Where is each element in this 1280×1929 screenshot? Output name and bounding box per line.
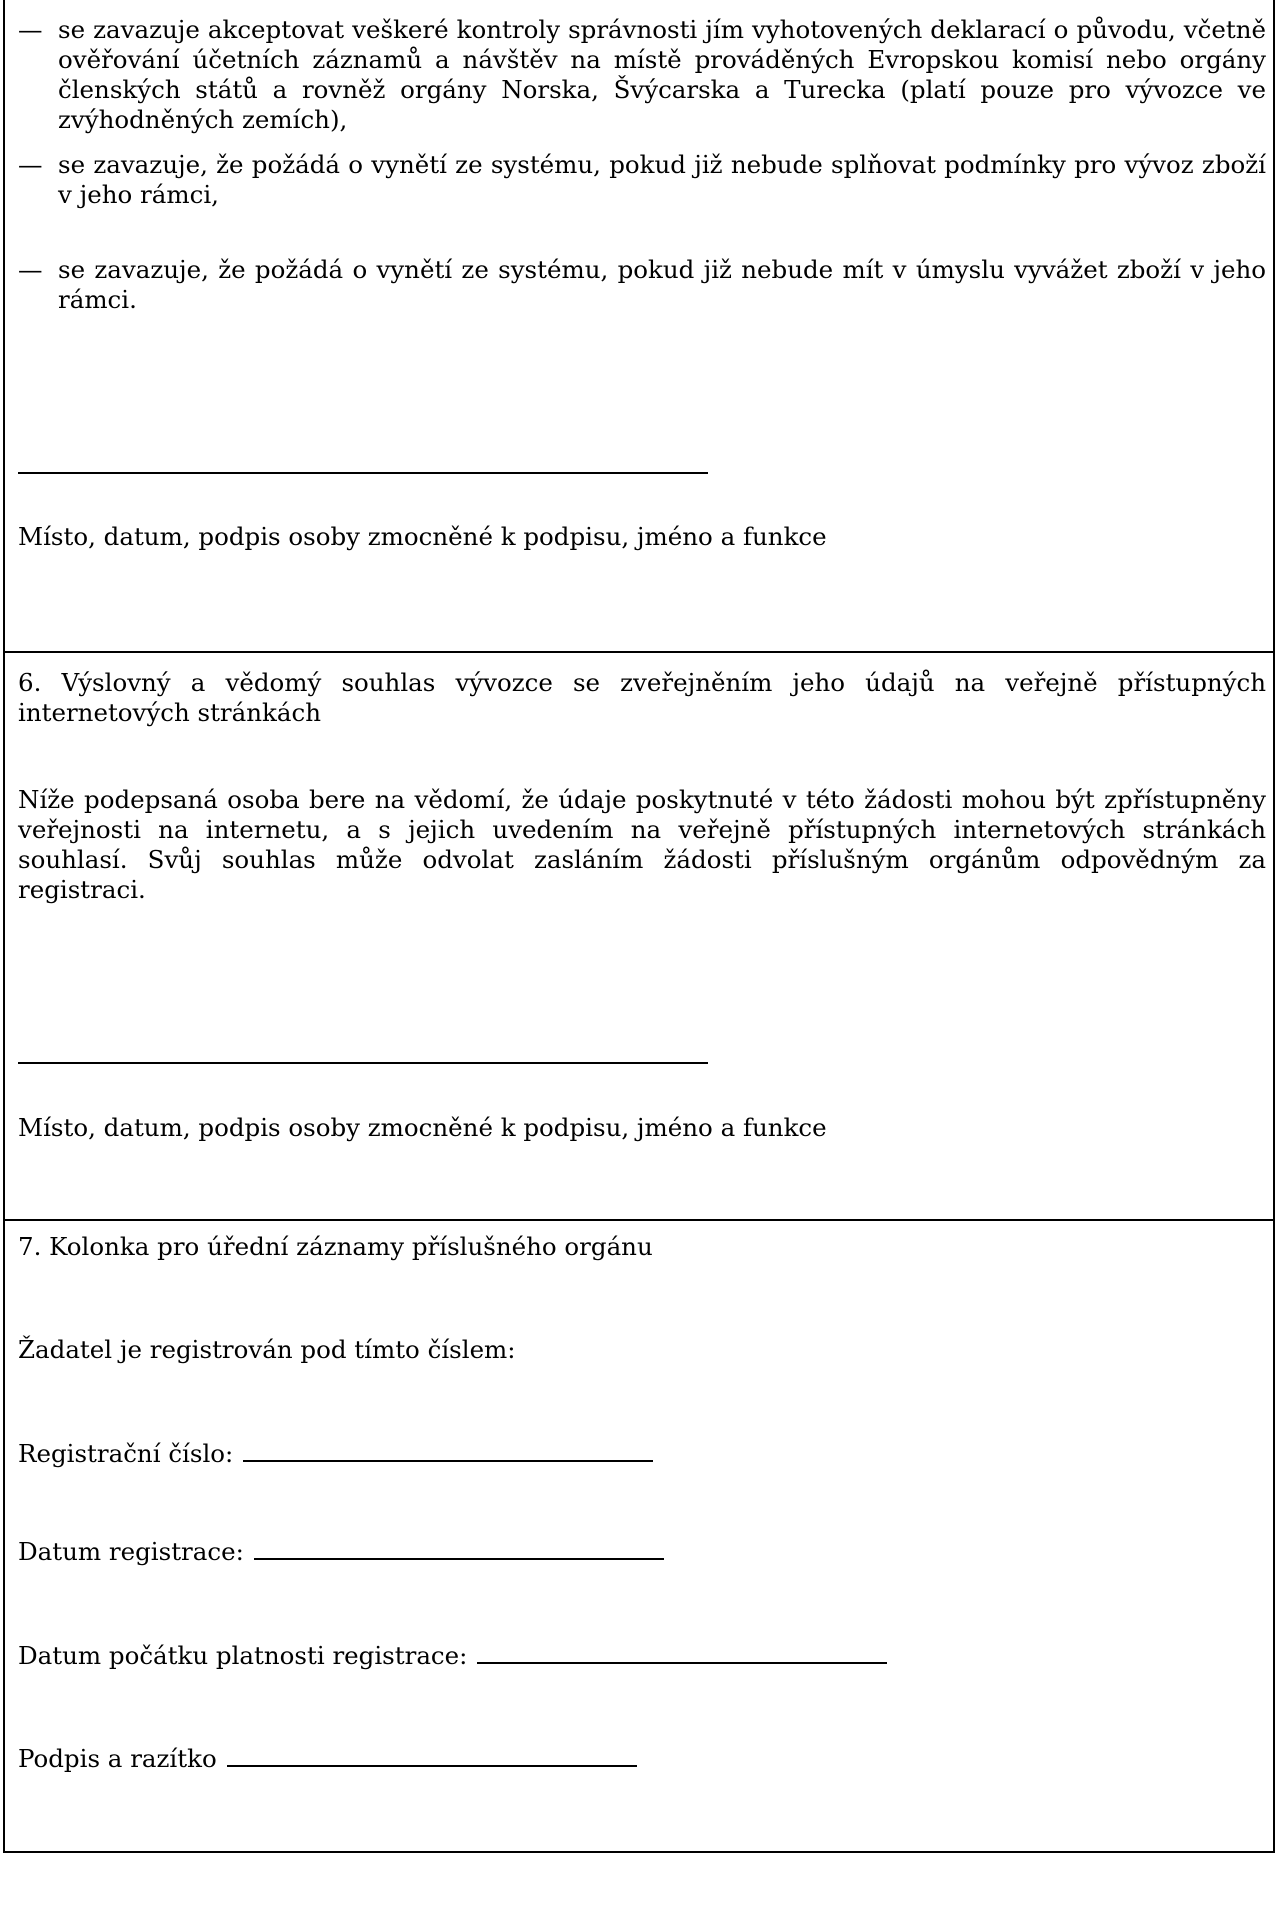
section-heading: 6. Výslovný a vědomý souhlas vývozce se zveřejněním jeho údajů na veřejně přístupných internetových stránkách	[18, 668, 1266, 727]
dash-marker: —	[18, 150, 43, 179]
commitments-section	[5, 0, 1273, 653]
form-frame	[3, 0, 1275, 1853]
registration-number-row	[18, 1439, 1266, 1469]
dash-marker: —	[18, 15, 43, 44]
signature-line[interactable]	[18, 472, 708, 474]
registration-intro: Žadatel je registrován pod tímto číslem:	[18, 1335, 516, 1364]
official-records-section	[5, 1221, 1273, 1851]
registration-date-field[interactable]	[254, 1557, 664, 1560]
commitment-text: se zavazuje akceptovat veškeré kontroly správnosti jím vyhotovených deklarací o původu, včetně ověřování účetních záznamů a návštěv na místě prováděných Evropskou komisí nebo orgány členských států a rovněž orgány Norska, Švýcarska a Turecka (platí pouze pro vývozce ve zvýhodněných zemích),	[58, 15, 1266, 134]
signature-caption: Místo, datum, podpis osoby zmocněné k podpisu, jméno a funkce	[18, 1113, 827, 1142]
validity-start-label: Datum počátku platnosti registrace:	[18, 1641, 468, 1670]
consent-section	[5, 653, 1273, 1221]
commitment-text: se zavazuje, že požádá o vynětí ze systému, pokud již nebude mít v úmyslu vyvážet zboží v jeho rámci.	[58, 255, 1266, 314]
commitment-item	[18, 150, 1266, 210]
registration-number-field[interactable]	[243, 1459, 653, 1462]
signature-stamp-row	[18, 1744, 1266, 1774]
registration-date-row	[18, 1537, 1266, 1567]
signature-stamp-field[interactable]	[227, 1764, 637, 1767]
registration-date-label: Datum registrace:	[18, 1537, 244, 1566]
validity-start-row	[18, 1641, 1266, 1671]
signature-stamp-label: Podpis a razítko	[18, 1744, 217, 1773]
validity-start-field[interactable]	[477, 1661, 887, 1664]
commitment-text: se zavazuje, že požádá o vynětí ze systému, pokud již nebude splňovat podmínky pro vývoz zboží v jeho rámci,	[58, 150, 1266, 209]
consent-text: Níže podepsaná osoba bere na vědomí, že údaje poskytnuté v této žádosti mohou být zpřístupněny veřejnosti na internetu, a s jejich uvedením na veřejně přístupných internetových stránkách souhlasí. Svůj souhlas může odvolat zasláním žádosti příslušným orgánům odpovědným za registraci.	[18, 785, 1266, 904]
commitment-item	[18, 255, 1266, 315]
registration-number-label: Registrační číslo:	[18, 1439, 234, 1468]
signature-line[interactable]	[18, 1062, 708, 1064]
commitment-item	[18, 15, 1266, 135]
dash-marker: —	[18, 255, 43, 284]
signature-caption: Místo, datum, podpis osoby zmocněné k podpisu, jméno a funkce	[18, 522, 827, 551]
section-heading: 7. Kolonka pro úřední záznamy příslušného orgánu	[18, 1232, 653, 1261]
